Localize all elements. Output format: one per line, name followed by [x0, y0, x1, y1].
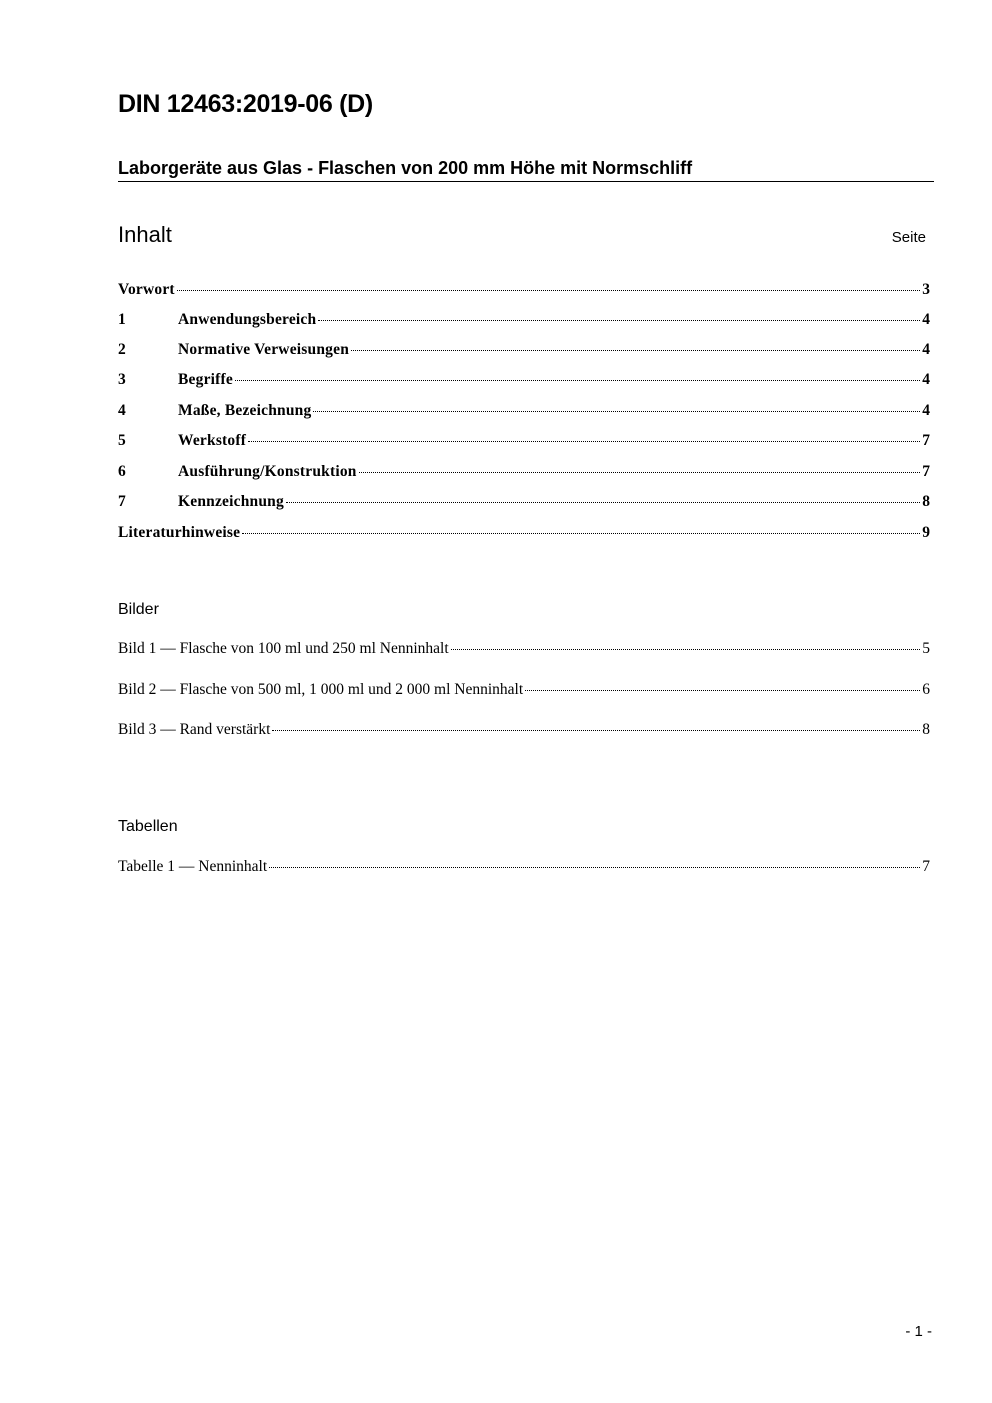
toc-entry-number: 2	[118, 341, 126, 358]
dot-leader	[248, 441, 920, 442]
toc-entry-page: 4	[922, 311, 930, 328]
table-entry-1[interactable]	[118, 858, 930, 878]
toc-entry-2[interactable]	[118, 341, 930, 361]
figure-entry-label: Bild 1 — Flasche von 100 ml und 250 ml Nenninhalt	[118, 640, 449, 657]
toc-entry-7[interactable]	[118, 493, 930, 513]
dot-leader	[269, 867, 920, 868]
toc-entry-page: 4	[922, 341, 930, 358]
figure-entry-page: 8	[922, 721, 930, 738]
document-title: DIN 12463:2019-06 (D)	[118, 90, 373, 118]
dot-leader	[272, 730, 920, 731]
toc-entry-page: 7	[922, 432, 930, 449]
dot-leader	[525, 690, 920, 691]
dot-leader	[313, 411, 920, 412]
toc-entry-label: Kennzeichnung	[178, 493, 284, 510]
toc-page-column-label: Seite	[891, 229, 926, 246]
toc-entry-label: Anwendungsbereich	[178, 311, 317, 328]
toc-entry-label: Vorwort	[118, 281, 175, 298]
toc-entry-page: 9	[922, 524, 930, 541]
table-entry-label: Tabelle 1 — Nenninhalt	[118, 858, 268, 875]
dot-leader	[286, 502, 920, 503]
toc-entry-5[interactable]	[118, 432, 930, 452]
toc-entry-6[interactable]	[118, 463, 930, 483]
document-subtitle: Laborgeräte aus Glas - Flaschen von 200 mm Höhe mit Normschliff	[118, 158, 934, 182]
figure-entry-page: 6	[922, 681, 930, 698]
toc-entry-vorwort[interactable]	[118, 281, 930, 301]
page-number: - 1 -	[905, 1323, 932, 1340]
toc-entry-number: 5	[118, 432, 126, 449]
dot-leader	[318, 320, 920, 321]
figure-entry-page: 5	[922, 640, 930, 657]
toc-entry-page: 3	[922, 281, 930, 298]
figure-entry-label: Bild 2 — Flasche von 500 ml, 1 000 ml und 2 000 ml Nenninhalt	[118, 681, 524, 698]
toc-heading: Inhalt	[118, 222, 172, 247]
dot-leader	[351, 350, 920, 351]
dot-leader	[242, 533, 920, 534]
toc-entry-page: 4	[922, 371, 930, 388]
toc-entry-label: Normative Verweisungen	[178, 341, 350, 358]
dot-leader	[451, 649, 921, 650]
toc-entry-number: 6	[118, 463, 126, 480]
toc-entry-literaturhinweise[interactable]	[118, 524, 930, 544]
toc-entry-3[interactable]	[118, 371, 930, 391]
dot-leader	[359, 472, 921, 473]
toc-entry-page: 7	[922, 463, 930, 480]
toc-entry-4[interactable]	[118, 402, 930, 422]
dot-leader	[177, 290, 920, 291]
toc-entry-page: 8	[922, 493, 930, 510]
toc-entry-page: 4	[922, 402, 930, 419]
toc-entry-1[interactable]	[118, 311, 930, 331]
figure-entry-label: Bild 3 — Rand verstärkt	[118, 721, 271, 738]
figure-entry-1[interactable]	[118, 640, 930, 660]
tables-heading: Tabellen	[118, 818, 178, 835]
toc-entry-number: 1	[118, 311, 126, 328]
toc-entry-label: Werkstoff	[178, 432, 247, 449]
figure-entry-3[interactable]	[118, 721, 930, 741]
toc-entry-label: Literaturhinweise	[118, 524, 241, 541]
toc-entry-label: Begriffe	[178, 371, 233, 388]
toc-entry-label: Maße, Bezeichnung	[178, 402, 312, 419]
table-entry-page: 7	[922, 858, 930, 875]
toc-entry-number: 7	[118, 493, 126, 510]
toc-entry-number: 4	[118, 402, 126, 419]
figure-entry-2[interactable]	[118, 681, 930, 701]
dot-leader	[235, 380, 920, 381]
toc-entry-label: Ausführung/Konstruktion	[178, 463, 357, 480]
toc-entry-number: 3	[118, 371, 126, 388]
figures-heading: Bilder	[118, 601, 159, 618]
